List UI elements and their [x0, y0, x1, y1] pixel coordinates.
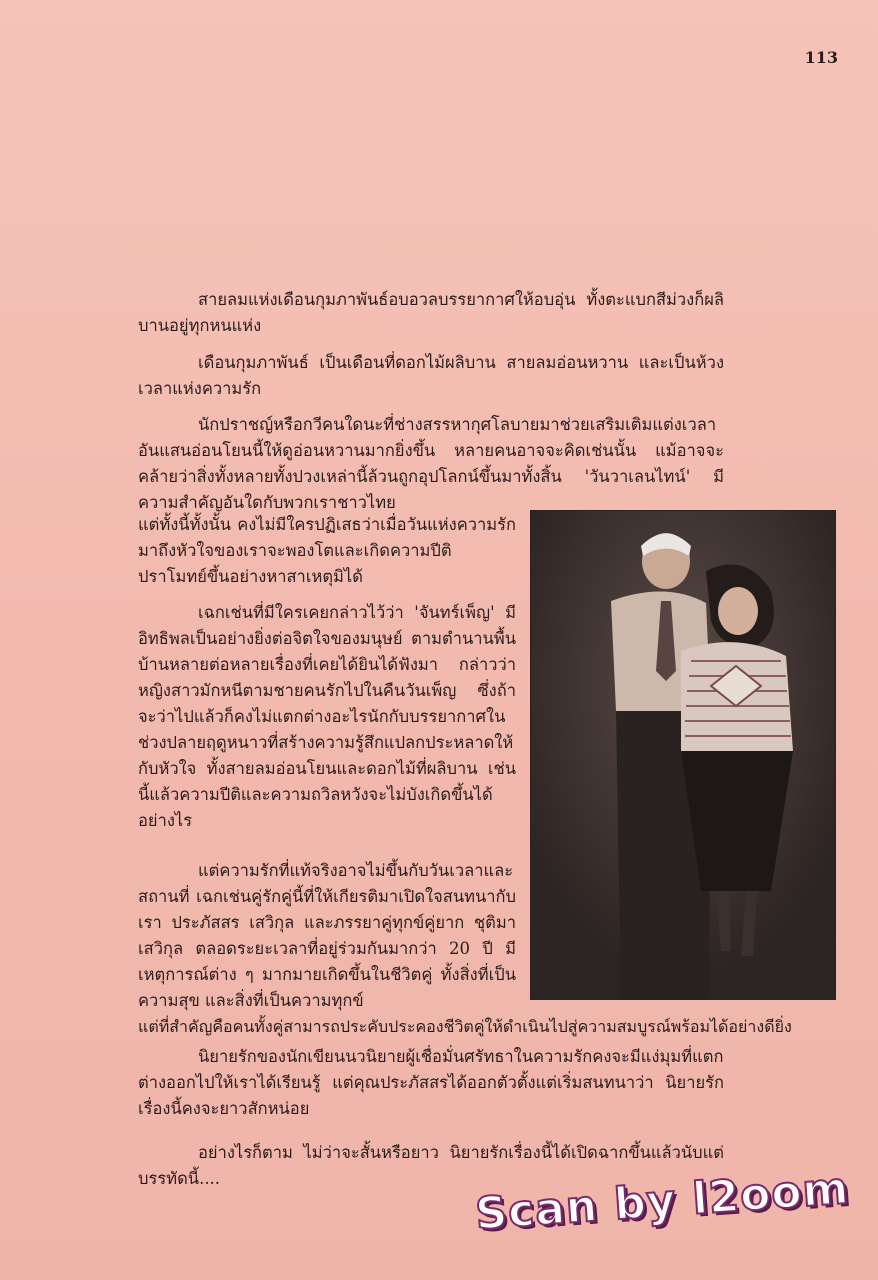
paragraph: เฉกเช่นที่มีใครเคยกล่าวไว้ว่า 'จันทร์เพ็ญ' มีอิทธิพลเป็นอย่างยิ่งต่อจิตใจของมนุษย์ ตามตำนานพื้นบ้านหลายต่อหลายเรื่องที่เคยได้ยินได้ฟังมา กล่าวว่าหญิงสาวมักหนีตามชายคนรักไปในคืนวันเพ็ญ ซึ่งถ้าจะว่าไปแล้วก็คงไม่แตกต่างอะไรนักกับบรรยากาศในช่วงปลายฤดูหนาวที่สร้างความรู้สึกแปลกประหลาดให้กับหัวใจ ทั้งสายลมอ่อนโยนและดอกไม้ที่ผลิบาน เช่นนี้แล้วความปีติและความถวิลหวังจะไม่บังเกิดขึ้นได้อย่างไร: [138, 603, 516, 830]
paragraph: สายลมแห่งเดือนกุมภาพันธ์อบอวลบรรยากาศให้อบอุ่น ทั้งตะแบกสีม่วงก็ผลิบานอยู่ทุกหนแห่ง: [138, 290, 724, 335]
couple-illustration: [531, 511, 835, 999]
paragraph: แต่ที่สำคัญคือคนทั้งคู่สามารถประคับประคองชีวิตคู่ให้ดำเนินไปสู่ความสมบูรณ์พร้อมได้อย่างดียิ่ง: [138, 1017, 792, 1036]
page-number: 113: [804, 48, 838, 67]
scan-watermark: Scan by l2oom: [474, 1162, 852, 1241]
paragraph: อย่างไรก็ตาม ไม่ว่าจะสั้นหรือยาว นิยายรักเรื่องนี้ได้เปิดฉากขึ้นแล้วนับแต่บรรทัดนี้....: [138, 1143, 724, 1188]
paragraph: เดือนกุมภาพันธ์ เป็นเดือนที่ดอกไม้ผลิบาน สายลมอ่อนหวาน และเป็นห้วงเวลาแห่งความรัก: [138, 353, 724, 398]
paragraph: แต่ทั้งนี้ทั้งนั้น คงไม่มีใครปฏิเสธว่าเมื่อวันแห่งความรักมาถึงหัวใจของเราจะพองโตและเกิดความปีติปราโมทย์ขึ้นอย่างหาสาเหตุมิได้: [138, 515, 516, 586]
paragraph: นิยายรักของนักเขียนนวนิยายผู้เชื่อมั่นศรัทธาในความรักคงจะมีแง่มุมที่แตกต่างออกไปให้เราได้เรียนรู้ แต่คุณประภัสสรได้ออกตัวตั้งแต่เริ่มสนทนาว่า นิยายรักเรื่องนี้คงจะยาวสักหน่อย: [138, 1047, 724, 1118]
couple-photo: [530, 510, 836, 1000]
paragraph: นักปราชญ์หรือกวีคนใดนะที่ช่างสรรหากุศโลบายมาช่วยเสริมเติมแต่งเวลาอันแสนอ่อนโยนนี้ให้ดูอ่อนหวานมากยิ่งขึ้น หลายคนอาจจะคิดเช่นนั้น แม้อาจจะคล้ายว่าสิ่งทั้งหลายทั้งปวงเหล่านี้ล้วนถูกอุปโลกน์ขึ้นมาทั้งสิ้น 'วันวาเลนไทน์' มีความสำคัญอันใดกับพวกเราชาวไทย: [138, 415, 724, 512]
paragraph: แต่ความรักที่แท้จริงอาจไม่ขึ้นกับวันเวลาและสถานที่ เฉกเช่นคู่รักคู่นี้ที่ให้เกียรติมาเปิดใจสนทนากับเรา ประภัสสร เสวิกุล และภรรยาคู่ทุกข์คู่ยาก ชุติมา เสวิกุล ตลอดระยะเวลาที่อยู่ร่วมกันมากว่า 20 ปี มีเหตุการณ์ต่าง ๆ มากมายเกิดขึ้นในชีวิตคู่ ทั้งสิ่งที่เป็นความสุข และสิ่งที่เป็นความทุกข์: [138, 861, 516, 1010]
